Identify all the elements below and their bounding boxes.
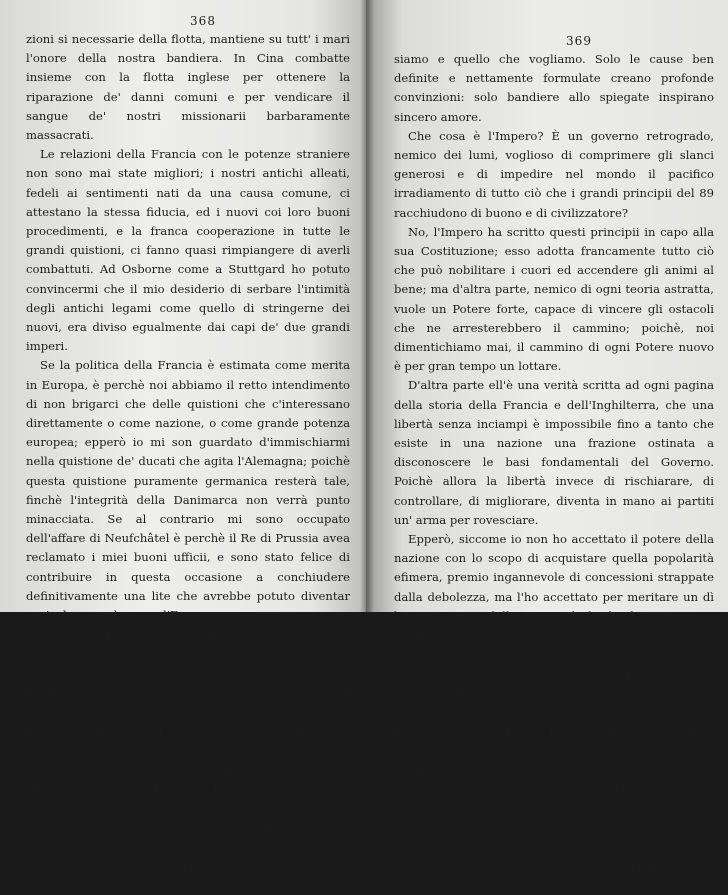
right-paragraph-1: siamo e quello che vogliamo. Solo le cause ben definite e nettamente formulate creano profonde convinzioni: solo bandiere allo spiegate inspirano sincero amore. <box>394 52 714 124</box>
page-number-right: 369 <box>566 34 592 48</box>
left-paragraph-3: Se la politica della Francia è estimata come merita in Europa, è perchè noi abbiamo il retto intendimento di non brigarci che delle quistioni che c'interessano direttamente o come nazione, o come grande potenza europea; epperò io mi son guardato d'immischiarmi nella quistione de' ducati che agita l'Alemagna; poichè questa quistione puramente germanica resterà tale, finchè l'integrità della Danimarca non verrà punto minacciata. Se al contrario mi sono occupato dell'affare di Neufchâtel è perchè il Re di Prussia avea reclamato i miei buoni ufficii, e sono stato felice di contribuire in questa occasione a conchiudere definitivamente una lite che avrebbe potuto diventar pericolosa per la pace d'Europa. <box>26 358 350 623</box>
right-paragraph-5: Epperò, siccome io non ho accettato il potere della nazione con lo scopo di acquistare quella popolarità efimera, premio ingannevole di concessioni strappate dalla debolezza, ma l'ho accettato per meritare un dì l'approvazione della posterità fondando in Francia qualche cosa di durevole, così non temo di dichiararvi oggi che il pericolo, checchè se ne dica, non istà nelle prerogative eccessive del Potere, ma piuttosto nella mancanza di leggi repressive. Così le ultime elezioni, malgrado il loro risultato soddisfacente hanno offerto in certi luoghi un triste spettacolo; i partiti ostili ne hanno profittato per agitare la nazione, e si è veduto alcuni, dicendosi altamente nemici delle istituzioni nazionali, ingannare gli elettori con false promesse, e dopo aver brogliato poi loro suffragi, rifiutarli poscia disdegnosamente. Voi non permetterete che tale scandalo si rinnovi; e costringerete ogni eleggibile a prestare giuramento alla Costituzione prima di farsi notare come candidato. <box>394 532 714 892</box>
left-paragraph-4: Quanto ai Principati si son fatte le meraviglie del nostro disaccordo con alcuno dei nostri alleati; ciò deriva dacchè la Francia nella sua politica disinteressata ha sempre protetto, per quanto il permettessero i trattati ed i voti delle popolazioni, le quali avevano rivolto i loro sguardi verso di lei. Non pertanto noi vedremo nelle conferenze che testè si apriranno a Parigi, addurre uno spirito di conciliazione tale da attenuare le difficoltà inseparabili dalla divergenza delle opinioni. <box>26 627 350 815</box>
right-page <box>366 0 728 892</box>
right-paragraph-4: D'altra parte ell'è una verità scritta ad ogni pagina della storia della Francia e dell'Inghilterra, che una libertà senza inciampi è impossibile fino a tanto che esiste in una nazione una frazione ostinata a disconoscere le basi fondamentali del Governo. Poichè allora la libertà invece di rischiarare, di controllare, di migliorare, diventa in mano ai partiti un' arma per rovesciare. <box>394 378 714 527</box>
page-number-left: 368 <box>190 14 216 28</box>
right-paragraph-2: Che cosa è l'Impero? È un governo retrogrado, nemico dei lumi, voglioso di comprimere gli slanci generosi e di impedire nel mondo il pacifico irradiamento di tutto ciò che i grandi principii del 89 racchiudono di buono e di civilizzatore? <box>394 128 714 220</box>
left-paragraph-2: Le relazioni della Francia con le potenze straniere non sono mai state migliori; i nostri antichi alleati, fedeli ai sentimenti nati da una causa comune, ci attestano la stessa fiducia, ed i nuovi coi loro buoni procedimenti, e la franca cooperazione in tutte le grandi quistioni, ci fanno quasi rimpiangere di averli combattuti. Ad Osborne come a Stuttgard ho potuto convincermi che il mio desiderio di serbare l'intimità degli antichi legami come quello di stringerne dei nuovi, era diviso egualmente dai capi de' due grandi imperi. <box>26 147 350 354</box>
right-paragraph-3: No, l'Impero ha scritto questi principii in capo alla sua Costituzione; esso adotta francamente tutto ciò che può nobilitare i cuori ed accendere gli animi al bene; ma d'altra parte, nemico di ogni teoria astratta, vuole un Potere forte, capace di vincere gli ostacoli che ne arresterebbero il cammino; poichè, noi dimentichiamo mai, il cammino di ogni Potere nuovo è per gran tempo un lottare. <box>394 224 714 374</box>
left-paragraph-1: zioni si necessarie della flotta, mantiene su tutt' i mari l'onore della nostra bandiera. In Cina combatte insieme con la flotta inglese per ottenere la riparazione de' danni comuni e per vendicare il sangue de' nostri missionarii barbaramente massacrati. <box>26 32 350 143</box>
left-paragraph-5: Questa è in riassunto, o Signori, la situazione nostra. Io potrei dunque terminar qui il mio discorso, ma credo utile, al cominciar d'una nuova legislatura, esaminare con voi quel che noi <box>26 819 350 891</box>
book-gutter <box>360 0 374 612</box>
